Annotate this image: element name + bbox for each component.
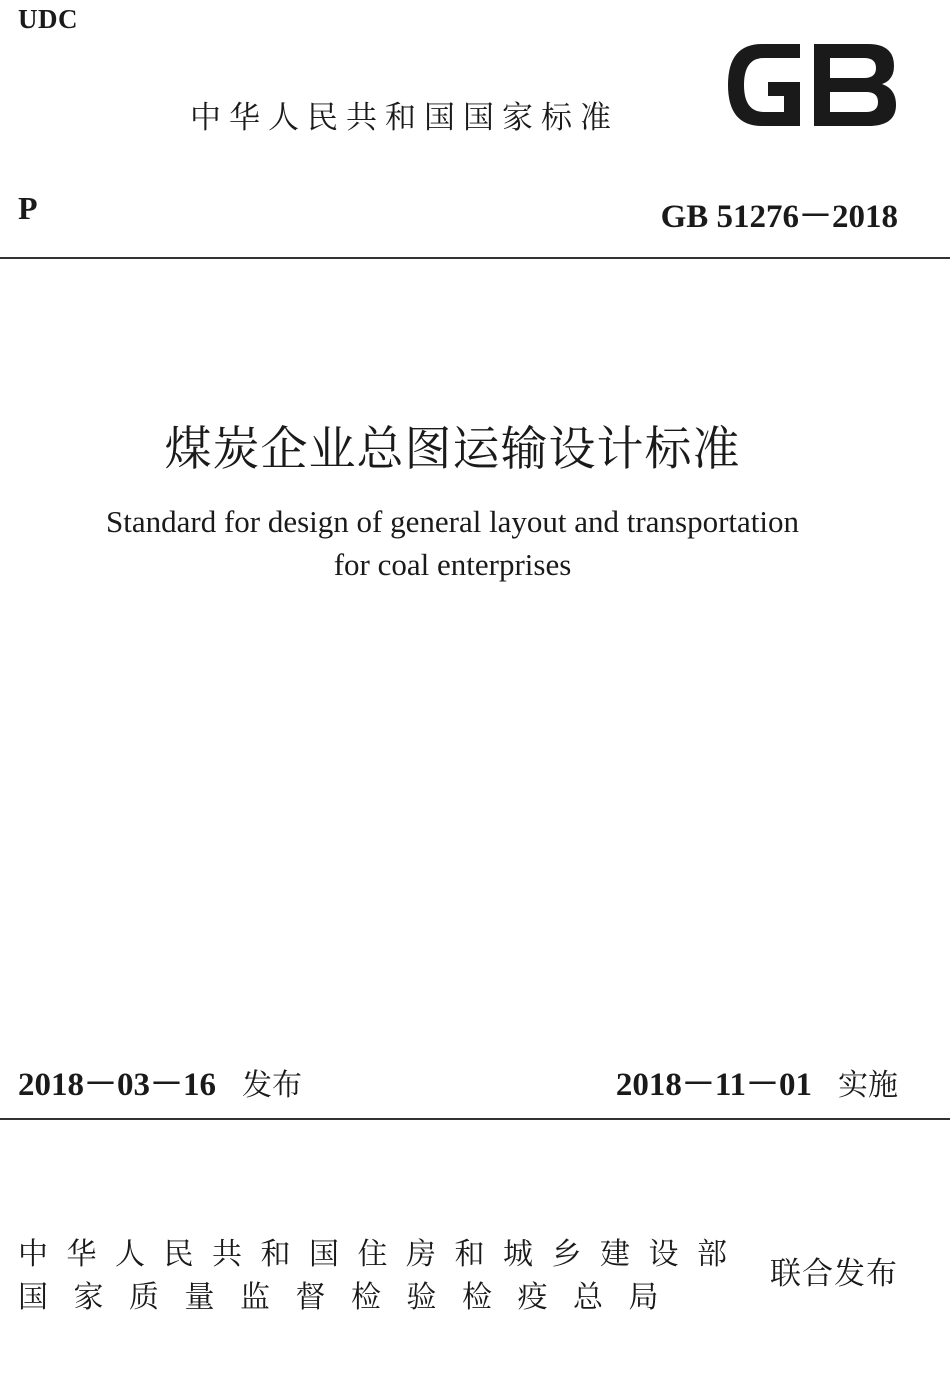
title-english-line1: Standard for design of general layout and transportation bbox=[106, 504, 799, 539]
udc-label: UDC bbox=[18, 4, 78, 34]
title-chinese: 煤炭企业总图运输设计标准 bbox=[164, 422, 741, 477]
implement-date: 2018－11－01 bbox=[615, 1067, 812, 1103]
top-divider bbox=[0, 257, 950, 259]
national-standard-heading: 中华人民共和国国家标准 bbox=[190, 100, 619, 136]
title-english bbox=[0, 500, 905, 586]
issuer-line-2: 国家质量监督检验检疫总局 bbox=[18, 1280, 684, 1315]
joint-issue-label: 联合发布 bbox=[770, 1256, 898, 1292]
issuer-line-1: 中华人民共和国住房和城乡建设部 bbox=[18, 1237, 746, 1272]
implement-label: 实施 bbox=[838, 1068, 898, 1103]
title-english-line2: for coal enterprises bbox=[333, 547, 572, 582]
implement-date-block bbox=[616, 1058, 898, 1105]
issue-date: 2018－03－16 bbox=[18, 1067, 216, 1103]
standard-number: GB 51276－2018 bbox=[660, 199, 898, 235]
bottom-divider bbox=[0, 1118, 950, 1120]
issue-label: 发布 bbox=[242, 1068, 302, 1103]
issue-date-block bbox=[18, 1058, 302, 1105]
gb-logo bbox=[722, 38, 900, 132]
classification-code: P bbox=[18, 190, 38, 226]
